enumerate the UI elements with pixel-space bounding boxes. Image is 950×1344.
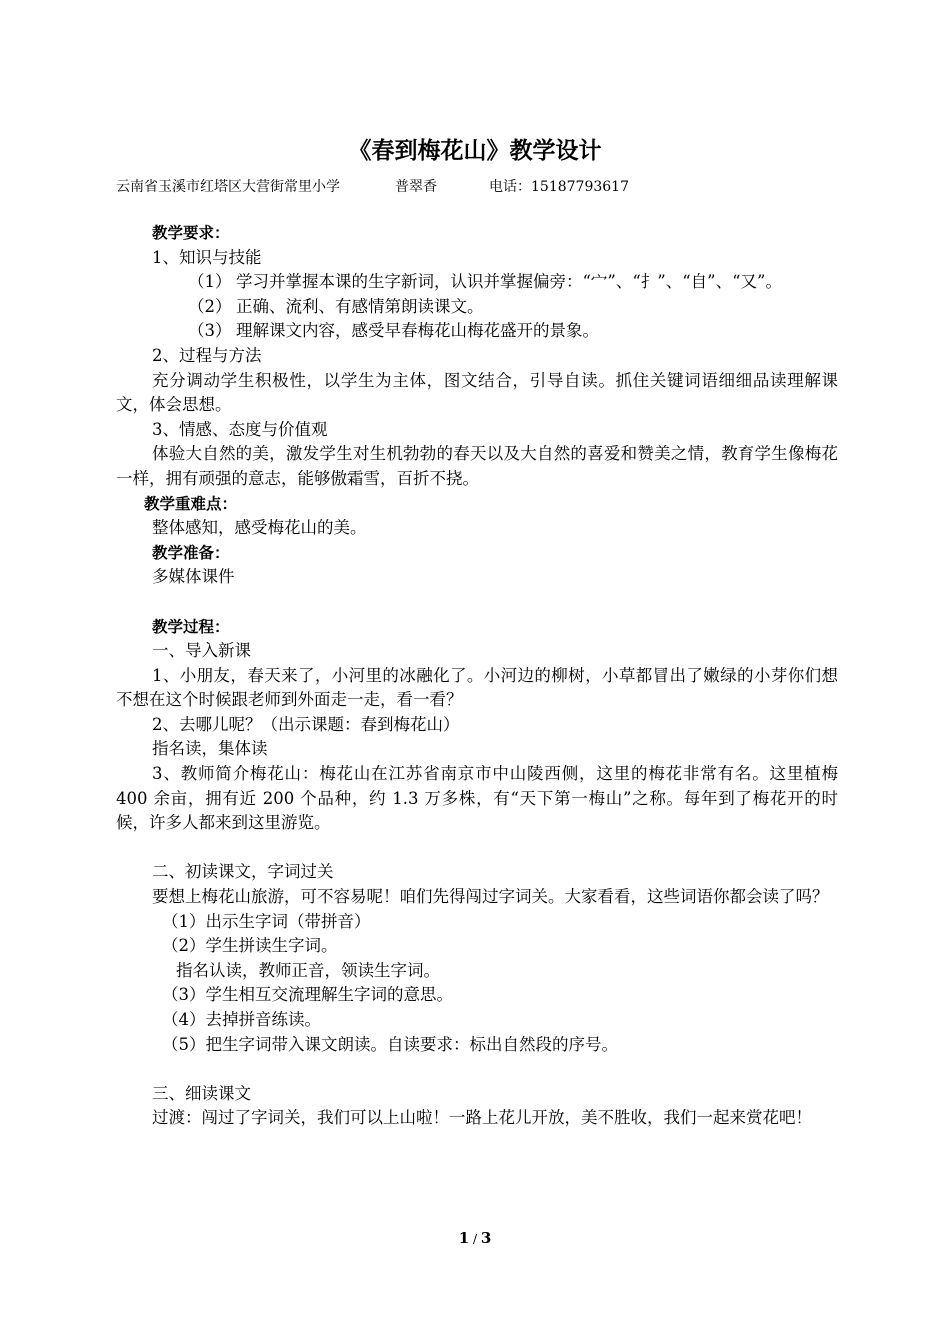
list-item: （1） 学习并掌握本课的生字新词，认识并掌握偏旁：“宀”、“扌”、“自”、“又”。 xyxy=(188,272,782,292)
subheading-process-method: 2、过程与方法 xyxy=(152,345,262,365)
byline-author: 普翠香 xyxy=(395,179,437,195)
paragraph: 体验大自然的美，激发学生对生机勃勃的春天以及大自然的喜爱和赞美之情，教育学生像梅花一样，拥有顽强的意志，能够傲霜雪，百折不挠。 xyxy=(116,444,838,488)
list-item: （3）学生相互交流理解生字词的意思。 xyxy=(162,985,453,1005)
document-body xyxy=(116,221,838,1131)
subheading-knowledge: 1、知识与技能 xyxy=(152,247,262,267)
page-separator: / xyxy=(469,1232,481,1246)
page-current: 1 xyxy=(458,1229,470,1247)
list-item: 指名认读，教师正音，领读生字词。 xyxy=(176,960,440,980)
byline xyxy=(116,176,629,196)
paragraph: 多媒体课件 xyxy=(152,567,235,587)
subheading-emotion: 3、情感、态度与价值观 xyxy=(152,419,328,439)
paragraph: 充分调动学生积极性，以学生为主体，图文结合，引导自读。抓住关键词语细细品读理解课文，体会思想。 xyxy=(116,370,838,415)
section-heading-requirements: 教学要求： xyxy=(152,224,230,242)
list-item: （5）把生字词带入课文朗读。自读要求：标出自然段的序号。 xyxy=(162,1034,618,1054)
subheading-step-2: 二、初读课文，字词过关 xyxy=(152,862,334,882)
section-heading-process: 教学过程： xyxy=(152,617,230,636)
paragraph: 指名读，集体读 xyxy=(152,739,268,759)
subheading-step-3: 三、细读课文 xyxy=(152,1083,251,1103)
page-title: 《春到梅花山》教学设计 xyxy=(348,138,602,164)
byline-phone: 电话：15187793617 xyxy=(489,179,629,195)
byline-school: 云南省玉溪市红塔区大营街常里小学 xyxy=(116,179,340,195)
paragraph: 3、教师简介梅花山：梅花山在江苏省南京市中山陵西侧，这里的梅花非常有名。这里植梅 400 余亩，拥有近 200 个品种，约 1.3 万多株，有“天下第一梅山”之称。每年到了梅花开的时候，许多人都来到这里游览。 xyxy=(116,764,838,833)
section-heading-preparation: 教学准备： xyxy=(152,543,230,562)
paragraph: 2、去哪儿呢？（出示课题：春到梅花山） xyxy=(152,714,460,734)
paragraph: 要想上梅花山旅游，可不容易呢！咱们先得闯过字词关。大家看看，这些词语你都会读了吗？ xyxy=(152,887,829,907)
paragraph: 过渡：闯过了字词关，我们可以上山啦！一路上花儿开放，美不胜收，我们一起来赏花吧！ xyxy=(152,1108,812,1128)
list-item: （3） 理解课文内容，感受早春梅花山梅花盛开的景象。 xyxy=(188,321,599,341)
list-item: （2）学生拼读生字词。 xyxy=(162,936,338,956)
list-item: （4）去掉拼音练读。 xyxy=(162,1010,321,1029)
list-item: （1）出示生字词（带拼音） xyxy=(162,911,371,931)
paragraph: 整体感知，感受梅花山的美。 xyxy=(152,518,367,538)
page-total: 3 xyxy=(480,1229,492,1247)
section-heading-key-points: 教学重难点： xyxy=(144,494,238,513)
paragraph: 1、小朋友，春天来了，小河里的冰融化了。小河边的柳树，小草都冒出了嫩绿的小芽你们想不想在这个时候跟老师到外面走一走，看一看？ xyxy=(116,665,838,710)
subheading-step-1: 一、导入新课 xyxy=(152,641,251,661)
page-number xyxy=(0,1229,950,1247)
list-item: （2） 正确、流利、有感情第朗读课文。 xyxy=(188,296,484,316)
